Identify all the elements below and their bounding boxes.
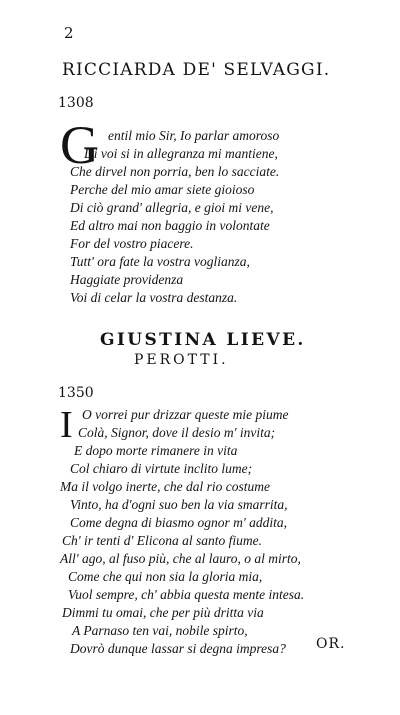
poem-giustina-line: Vuol sempre, ch' abbia questa mente intesa. [68,587,305,602]
page-number: 2 [64,24,74,42]
poem-ricciarda-line: entil mio Sir, Io parlar amoroso [108,128,280,143]
poem-giustina-line: Col chiaro di virtute inclito lume; [70,461,253,476]
poem-ricciarda-line: Tutt' ora fate la vostra voglianza, [70,254,250,269]
poem-ricciarda-line: For del vostro piacere. [70,236,194,251]
section-subheading-perotti: PEROTTI. [134,352,229,368]
poem-ricciarda-line: Haggiate providenza [70,272,184,287]
catchword: OR. [316,636,346,652]
poem-giustina-line: E dopo morte rimanere in vita [74,443,238,458]
section-year-1350: 1350 [58,385,94,401]
drop-capital-g: G [60,115,99,175]
poem-giustina-line: Dovrò dunque lassar si degna impresa? [70,641,286,656]
poem-ricciarda-line: Ed altro mai non baggio in volontate [70,218,270,233]
poem-giustina-line: Dimmi tu omai, che per più dritta via [62,605,264,620]
poem-giustina-line: All' ago, al fuso più, che al lauro, o al mirto, [60,551,301,566]
poem-giustina-line: Vinto, ha d'ogni suo ben la via smarrita, [70,497,288,512]
poem-giustina-line: Come che qui non sia la gloria mia, [68,569,263,584]
poem-ricciarda-line: Voi di celar la vostra destanza. [70,290,238,305]
poem-giustina-line: A Parnaso ten vai, nobile spirto, [72,623,248,638]
poem-giustina-line: Come degna di biasmo ognor m' addita, [70,515,288,530]
section-heading-ricciarda: RICCIARDA DE' SELVAGGI. [62,60,331,80]
poem-giustina-line: Colà, Signor, dove il desio m' invita; [78,425,276,440]
poem-ricciarda-line: Perche del mio amar siete gioioso [70,182,255,197]
section-year-1308: 1308 [58,95,94,111]
poem-ricciarda-line: Di voi si in allegranza mi mantiene, [84,146,278,161]
poem-giustina-line: O vorrei pur drizzar queste mie piume [82,407,289,422]
poem-giustina-line: Ch' ir tenti d' Elicona al santo fiume. [62,533,263,548]
drop-capital-i: I [60,404,73,446]
section-heading-giustina: GIUSTINA LIEVE. [100,330,306,350]
poem-ricciarda-line: Che dirvel non porria, ben lo sacciate. [70,164,280,179]
poem-giustina-line: Ma il volgo inerte, che dal rio costume [60,479,270,494]
poem-ricciarda-line: Di ciò grand' allegria, e gioi mi vene, [70,200,274,215]
